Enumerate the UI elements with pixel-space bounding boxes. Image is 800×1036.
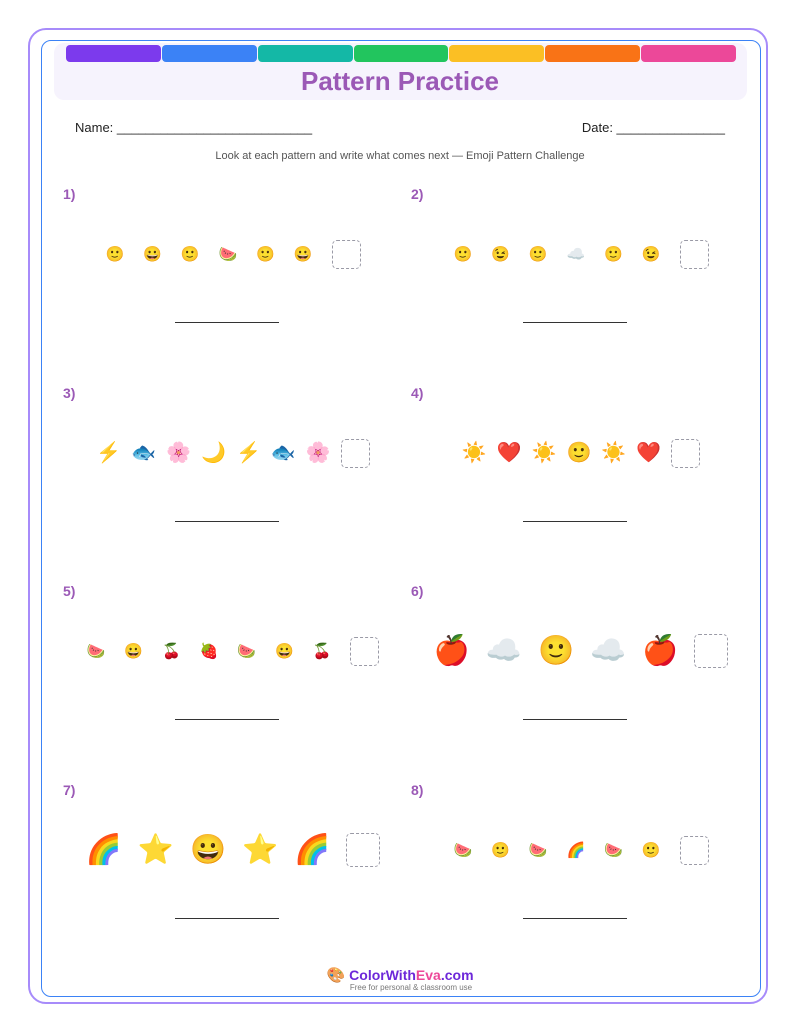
pattern-emoji: 🙂: [491, 841, 510, 859]
stripe: [641, 45, 736, 62]
pattern-emoji: 😀: [275, 642, 294, 660]
pattern-emoji: ⚡: [235, 442, 261, 464]
answer-box[interactable]: [671, 439, 700, 468]
pattern-emoji: ☁️: [485, 634, 522, 667]
answer-line[interactable]: [523, 918, 627, 919]
brand-logo: [0, 966, 800, 984]
pattern-sequence: [411, 830, 751, 870]
pattern-sequence: [63, 234, 403, 274]
pattern-emoji: 🌈: [566, 841, 586, 859]
pattern-emoji: 🌙: [201, 442, 226, 464]
footer-tagline: Free for personal & classroom use: [349, 983, 473, 992]
brand-com: .com: [440, 967, 474, 983]
pattern-emoji: 🌸: [305, 442, 331, 464]
pattern-emoji: ☀️: [531, 442, 557, 464]
pattern-emoji: 🍉: [218, 245, 238, 263]
answer-box[interactable]: [680, 240, 709, 269]
pattern-emoji: ❤️: [496, 442, 522, 464]
problem-number: 8): [411, 782, 424, 798]
pattern-problem: [411, 385, 751, 565]
problem-number: 7): [63, 782, 76, 798]
pattern-emoji: 🙂: [537, 634, 575, 667]
pattern-emoji: 🙂: [180, 245, 200, 263]
pattern-problem: [411, 583, 751, 763]
pattern-emoji: 🙂: [566, 442, 592, 464]
pattern-emoji: ☁️: [566, 245, 586, 263]
answer-box[interactable]: [332, 240, 361, 269]
problem-number: 6): [411, 583, 424, 599]
answer-box[interactable]: [350, 637, 379, 666]
stripe: [258, 45, 353, 62]
answer-line[interactable]: [175, 322, 279, 323]
pattern-sequence: [63, 631, 403, 671]
answer-box[interactable]: [680, 836, 709, 865]
pattern-emoji: 🍒: [312, 642, 332, 660]
answer-line[interactable]: [175, 719, 279, 720]
answer-line[interactable]: [175, 918, 279, 919]
pattern-emoji: ⚡: [96, 442, 122, 464]
stripe: [66, 45, 161, 62]
pattern-emoji: 🙂: [105, 245, 125, 263]
answer-line[interactable]: [523, 521, 627, 522]
instructions-text: Look at each pattern and write what comes next — Emoji Pattern Challenge: [215, 150, 585, 162]
pattern-sequence: [411, 234, 751, 274]
pattern-emoji: 🙂: [604, 245, 623, 263]
pattern-emoji: 🙂: [641, 841, 661, 859]
pattern-emoji: 🌸: [166, 442, 192, 464]
pattern-emoji: 🍎: [433, 634, 470, 667]
pattern-emoji: 🙂: [256, 245, 275, 263]
pattern-emoji: 🍎: [642, 634, 679, 667]
pattern-emoji: ⭐: [242, 833, 279, 866]
pattern-problem: [411, 782, 751, 962]
pattern-emoji: 😉: [641, 245, 661, 263]
brand-color: Color: [349, 967, 386, 983]
answer-box[interactable]: [341, 439, 370, 468]
stripe: [545, 45, 640, 62]
pattern-problem: [63, 782, 403, 962]
problem-number: 2): [411, 186, 424, 202]
pattern-sequence: [411, 631, 751, 671]
name-field[interactable]: Name: ___________________________: [75, 120, 313, 135]
answer-line[interactable]: [523, 322, 627, 323]
pattern-problem: [411, 186, 751, 366]
brand-with: With: [385, 967, 416, 983]
pattern-emoji: 🐟: [131, 442, 157, 464]
pattern-emoji: 😀: [293, 245, 313, 263]
pattern-emoji: 🍉: [604, 841, 623, 859]
pattern-sequence: [63, 830, 403, 870]
page-title: Pattern Practice: [301, 66, 499, 96]
pattern-emoji: 🍓: [199, 642, 219, 660]
pattern-emoji: ☀️: [461, 442, 487, 464]
problem-number: 4): [411, 385, 424, 401]
pattern-sequence: [411, 433, 751, 473]
pattern-emoji: ☀️: [601, 442, 627, 464]
problem-number: 3): [63, 385, 76, 401]
pattern-emoji: 😀: [189, 833, 227, 866]
pattern-emoji: 🍒: [161, 642, 181, 660]
rainbow-stripes: [66, 45, 736, 62]
answer-box[interactable]: [346, 833, 380, 867]
pattern-emoji: 🐟: [270, 442, 296, 464]
stripe: [449, 45, 544, 62]
pattern-emoji: 🍉: [86, 642, 106, 660]
pattern-emoji: ⭐: [137, 833, 174, 866]
pattern-sequence: [63, 433, 403, 473]
pattern-emoji: ☁️: [590, 634, 627, 667]
pattern-problem: [63, 583, 403, 763]
stripe: [162, 45, 257, 62]
answer-line[interactable]: [175, 521, 279, 522]
footer: [0, 966, 800, 992]
pattern-problem: [63, 186, 403, 366]
pattern-emoji: 😀: [143, 245, 162, 263]
stripe: [354, 45, 449, 62]
pattern-emoji: ❤️: [636, 442, 662, 464]
pattern-problem: [63, 385, 403, 565]
pattern-emoji: 🍉: [237, 642, 257, 660]
pattern-emoji: 😀: [124, 642, 143, 660]
date-field[interactable]: Date: _______________: [581, 120, 725, 135]
pattern-emoji: 🍉: [453, 841, 473, 859]
pattern-emoji: 🙂: [528, 245, 548, 263]
pattern-emoji: 🙂: [453, 245, 473, 263]
pattern-emoji: 🌈: [85, 833, 122, 866]
brand-eva: Eva: [415, 967, 441, 983]
palette-icon: 🎨: [326, 967, 346, 984]
problem-number: 5): [63, 583, 76, 599]
answer-box[interactable]: [694, 634, 728, 668]
answer-line[interactable]: [523, 719, 627, 720]
pattern-emoji: 😉: [491, 245, 510, 263]
pattern-emoji: 🍉: [528, 841, 548, 859]
pattern-emoji: 🌈: [294, 833, 331, 866]
problem-number: 1): [63, 186, 76, 202]
